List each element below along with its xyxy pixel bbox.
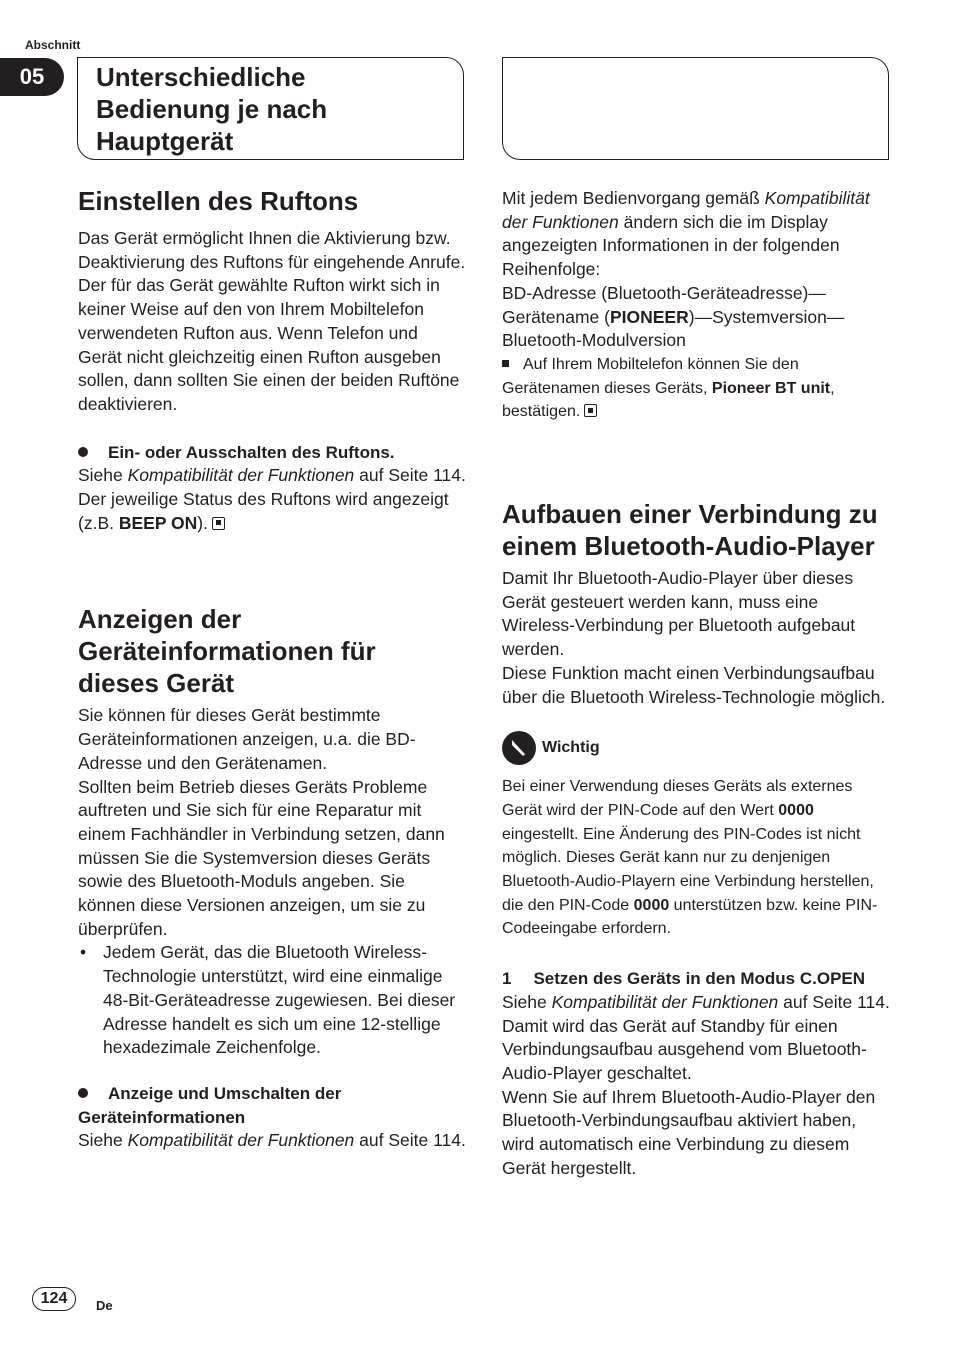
header-empty-box <box>502 57 889 160</box>
important-text-start: Bei einer Verwendung dieses Geräts als externes Gerät wird der PIN-Code auf den Wert <box>502 778 853 819</box>
ringtone-details: Der für das Gerät gewählte Rufton wirkt sich in keiner Weise auf den von Ihrem Mobiltelefon verwendeten Rufton aus. Wenn Telefon und Gerät nicht gleichzeitig einen Rufton ausgeben sollen, dann sollten Sie einen der beiden Ruftöne deaktivieren. <box>78 275 460 414</box>
reference-title: Kompatibilität der Funktionen <box>551 991 779 1012</box>
device-name-note <box>502 353 890 424</box>
bullet-dot-icon <box>78 447 88 457</box>
chapter-title-line3: Hauptgerät <box>96 126 234 156</box>
chapter-title-line2: Bedienung je nach <box>96 94 328 124</box>
info-sequence-intro <box>502 187 890 282</box>
stop-square-icon <box>584 404 597 417</box>
right-column <box>502 187 890 1181</box>
step-1-standby: Damit wird das Gerät auf Standby für einen Verbindungsaufbau ausgehend vom Bluetooth-Audio-Player geschaltet. <box>502 1015 867 1083</box>
important-label: Wichtig <box>542 739 600 757</box>
section-title-ringtone: Einstellen des Ruftons <box>78 186 359 216</box>
section-title-device-info <box>78 603 466 699</box>
bt-audio-function: Diese Funktion macht einen Verbindungsaufbau über die Bluetooth Wireless-Technologie möglich. <box>502 662 886 707</box>
section-label: Abschnitt <box>25 38 81 52</box>
bt-audio-intro: Damit Ihr Bluetooth-Audio-Player über dieses Gerät gesteuert werden kann, muss eine Wireless-Verbindung per Bluetooth aufgebaut werden. <box>502 568 856 660</box>
ringtone-step <box>78 441 466 465</box>
bt-unit-name: Pioneer BT unit <box>711 379 831 397</box>
device-info-step-text: Anzeige und Umschalten der Geräteinformationen <box>78 1083 342 1127</box>
important-text-end: unterstützen bzw. keine PIN-Codeeingabe erfordern. <box>502 896 878 938</box>
siehe-text: Siehe <box>78 1130 128 1151</box>
step-1-reference <box>502 991 890 1015</box>
page-ref: auf Seite 114. <box>354 465 466 486</box>
section-number-tab: 05 <box>0 58 64 96</box>
reference-title: Kompatibilität der Funktionen <box>127 465 355 486</box>
device-address-note: • Jedem Gerät, das die Bluetooth Wireless-Technologie unterstützt, wird eine einmalige 48-Bit-Geräteadresse zugewiesen. Bei dieser Adresse handelt es sich um eine 12-stellige hexadezimale Zeichenfolge. <box>78 941 466 1060</box>
siehe-text: Siehe <box>78 465 128 486</box>
page-ref: auf Seite 114. <box>354 1130 466 1151</box>
device-info-step <box>78 1082 466 1129</box>
important-header <box>502 731 890 765</box>
important-text-mid: eingestellt. Eine Änderung des PIN-Codes ist nicht möglich. Dieses Gerät kann nur zu denjenigen Bluetooth-Audio-Playern eine Verbindung herstellen, die den PIN-Code <box>502 825 874 914</box>
note-text-end: , bestätigen. <box>502 379 835 421</box>
status-text-end: ). <box>197 512 208 533</box>
siehe-text: Siehe <box>502 991 552 1012</box>
status-text: Der jeweilige Status des Ruftons wird angezeigt (z.B. <box>78 489 449 533</box>
reference-title: Kompatibilität der Funktionen <box>127 1130 355 1151</box>
status-value: BEEP ON <box>118 512 198 533</box>
reference-title: Kompatibilität der Funktionen <box>502 188 870 232</box>
left-column <box>78 185 466 1153</box>
chapter-title-box <box>77 57 464 160</box>
info-sequence <box>502 282 890 353</box>
page-ref: auf Seite 114. <box>778 991 890 1012</box>
language-code: De <box>96 1298 113 1313</box>
stop-square-icon <box>212 517 225 530</box>
sequence-list-end: )—Systemversion— Bluetooth-Modulversion <box>502 306 845 351</box>
pin-code-value: 0000 <box>778 801 814 819</box>
device-info-intro: Sie können für dieses Gerät bestimmte Geräteinformationen anzeigen, u.a. die BD-Adresse und den Gerätenamen. <box>78 705 416 773</box>
ringtone-intro: Das Gerät ermöglicht Ihnen die Aktivierung bzw. Deaktivierung des Ruftons für eingehende Anrufe. <box>78 228 466 272</box>
page-number: 124 <box>32 1287 76 1311</box>
important-pen-icon <box>502 731 536 765</box>
sequence-list: BD-Adresse (Bluetooth-Geräteadresse)—Gerätename ( <box>502 282 826 327</box>
bt-audio-title-line1: Aufbauen einer Verbindung zu <box>502 499 878 530</box>
step-1-text: Setzen des Geräts in den Modus C.OPEN <box>533 969 866 989</box>
device-info-title-line2: Geräteinformationen für <box>78 636 376 667</box>
note-square-icon <box>502 360 509 367</box>
sequence-text-end: ändern sich die im Display angezeigten Informationen in der folgenden Reihenfolge: <box>502 211 840 280</box>
ringtone-reference <box>78 464 466 488</box>
sequence-text: Mit jedem Bedienvorgang gemäß <box>502 188 765 208</box>
important-text <box>502 775 890 941</box>
device-info-details: Sollten beim Betrieb dieses Geräts Probleme auftreten und Sie sich für eine Reparatur mit einem Fachhändler in Verbindung setzen, dann müssen Sie die Systemversion dieses Geräts sowie des Bluetooth-Moduls angeben. Sie können diese Versionen anzeigen, um sie zu überprüfen. <box>78 776 445 939</box>
device-info-title-line1: Anzeigen der <box>78 604 242 635</box>
device-name-value: PIONEER <box>609 306 689 327</box>
bullet-dot-icon <box>78 1088 88 1098</box>
chapter-title-line1: Unterschiedliche <box>96 62 306 92</box>
device-info-title-line3: dieses Gerät <box>78 668 235 699</box>
step-number: 1 <box>502 969 512 989</box>
section-title-bt-audio <box>502 498 890 562</box>
note-text: Auf Ihrem Mobiltelefon können Sie den Gerätenamen dieses Geräts, <box>502 355 799 397</box>
device-info-reference <box>78 1129 466 1153</box>
ringtone-status <box>78 488 466 535</box>
bt-audio-title-line2: einem Bluetooth-Audio-Player <box>502 531 875 562</box>
step-1-auto-connect: Wenn Sie auf Ihrem Bluetooth-Audio-Player den Bluetooth-Verbindungsaufbau aktiviert haben, wird automatisch eine Verbindung zu diesem Gerät hergestellt. <box>502 1086 876 1178</box>
pin-code-value: 0000 <box>633 896 670 914</box>
ringtone-step-text: Ein- oder Ausschalten des Ruftons. <box>108 442 395 462</box>
step-1 <box>502 967 890 991</box>
